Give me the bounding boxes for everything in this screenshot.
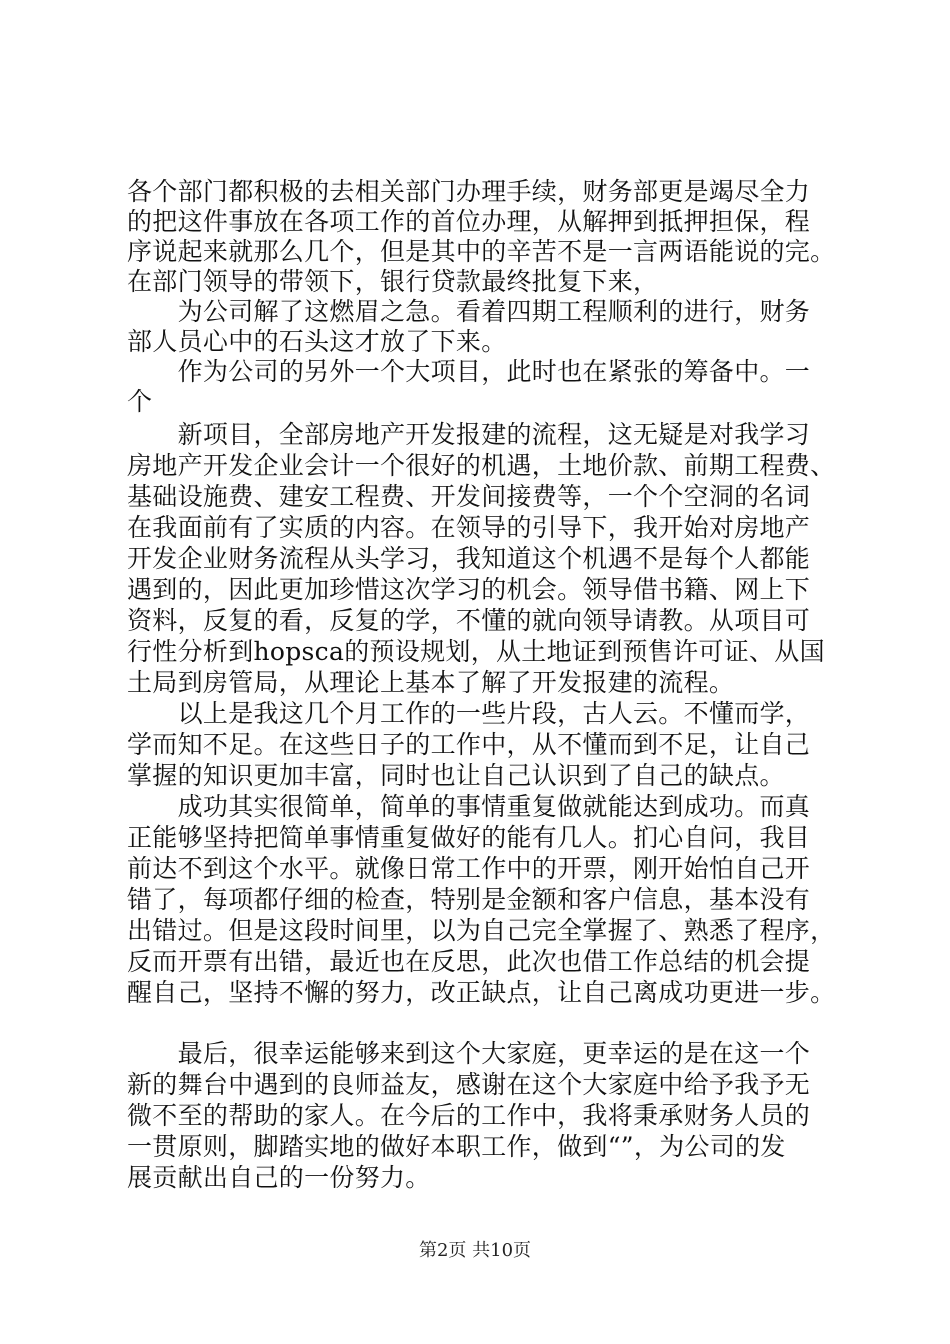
body-text-line: 成功其实很简单，简单的事情重复做就能达到成功。而真 [127, 792, 811, 821]
body-text-line: 行性分析到hopsca的预设规划，从土地证到预售许可证、从国 [127, 637, 825, 666]
body-text-line: 以上是我这几个月工作的一些片段，古人云。不懂而学， [127, 699, 811, 728]
body-text-line: 出错过。但是这段时间里，以为自己完全掌握了、熟悉了程序， [127, 916, 836, 945]
body-text-line: 新项目，全部房地产开发报建的流程，这无疑是对我学习 [127, 420, 811, 449]
body-text-line: 一贯原则，脚踏实地的做好本职工作，做到“”，为公司的发 [127, 1132, 786, 1161]
body-text-line: 遇到的，因此更加珍惜这次学习的机会。领导借书籍、网上下 [127, 575, 811, 604]
body-text-line: 醒自己，坚持不懈的努力，改正缺点，让自己离成功更进一步。 [127, 978, 836, 1007]
body-text-line: 在我面前有了实质的内容。在领导的引导下，我开始对房地产 [127, 513, 811, 542]
body-text-line: 资料，反复的看，反复的学，不懂的就向领导请教。从项目可 [127, 606, 811, 635]
body-text-line: 土局到房管局，从理论上基本了解了开发报建的流程。 [127, 668, 735, 697]
body-text-line: 新的舞台中遇到的良师益友，感谢在这个大家庭中给予我予无 [127, 1070, 811, 1099]
body-text-line: 展贡献出自己的一份努力。 [127, 1163, 431, 1192]
body-text-line: 错了，每项都仔细的检查，特别是金额和客户信息，基本没有 [127, 885, 811, 914]
body-text-line: 各个部门都积极的去相关部门办理手续，财务部更是竭尽全力 [127, 177, 811, 206]
body-text-line: 开发企业财务流程从头学习，我知道这个机遇不是每个人都能 [127, 544, 811, 573]
body-text-line: 作为公司的另外一个大项目，此时也在紧张的筹备中。一 [127, 357, 811, 386]
body-text-line: 基础设施费、建安工程费、开发间接费等，一个个空洞的名词 [127, 482, 811, 511]
body-text-line: 个 [127, 387, 153, 416]
body-text-line: 在部门领导的带领下，银行贷款最终批复下来， [127, 267, 659, 296]
body-text-line: 的把这件事放在各项工作的首位办理，从解押到抵押担保，程 [127, 207, 811, 236]
body-text-line: 反而开票有出错，最近也在反思，此次也借工作总结的机会提 [127, 947, 811, 976]
page-number-footer: 第2页 共10页 [418, 1240, 532, 1261]
body-text-line: 序说起来就那么几个，但是其中的辛苦不是一言两语能说的完。 [127, 237, 836, 266]
body-text-line: 部人员心中的石头这才放了下来。 [127, 327, 507, 356]
body-text-line: 微不至的帮助的家人。在今后的工作中，我将秉承财务人员的 [127, 1101, 811, 1130]
body-text-line: 掌握的知识更加丰富，同时也让自己认识到了自己的缺点。 [127, 761, 785, 790]
body-text-line: 最后，很幸运能够来到这个大家庭，更幸运的是在这一个 [127, 1039, 811, 1068]
body-text-line: 学而知不足。在这些日子的工作中，从不懂而到不足，让自己 [127, 730, 811, 759]
body-text-line: 房地产开发企业会计一个很好的机遇，土地价款、前期工程费、 [127, 451, 836, 480]
body-text-line: 正能够坚持把简单事情重复做好的能有几人。扪心自问，我目 [127, 823, 811, 852]
body-text-line: 前达不到这个水平。就像日常工作中的开票，刚开始怕自己开 [127, 854, 811, 883]
body-text-line: 为公司解了这燃眉之急。看着四期工程顺利的进行，财务 [127, 297, 811, 326]
